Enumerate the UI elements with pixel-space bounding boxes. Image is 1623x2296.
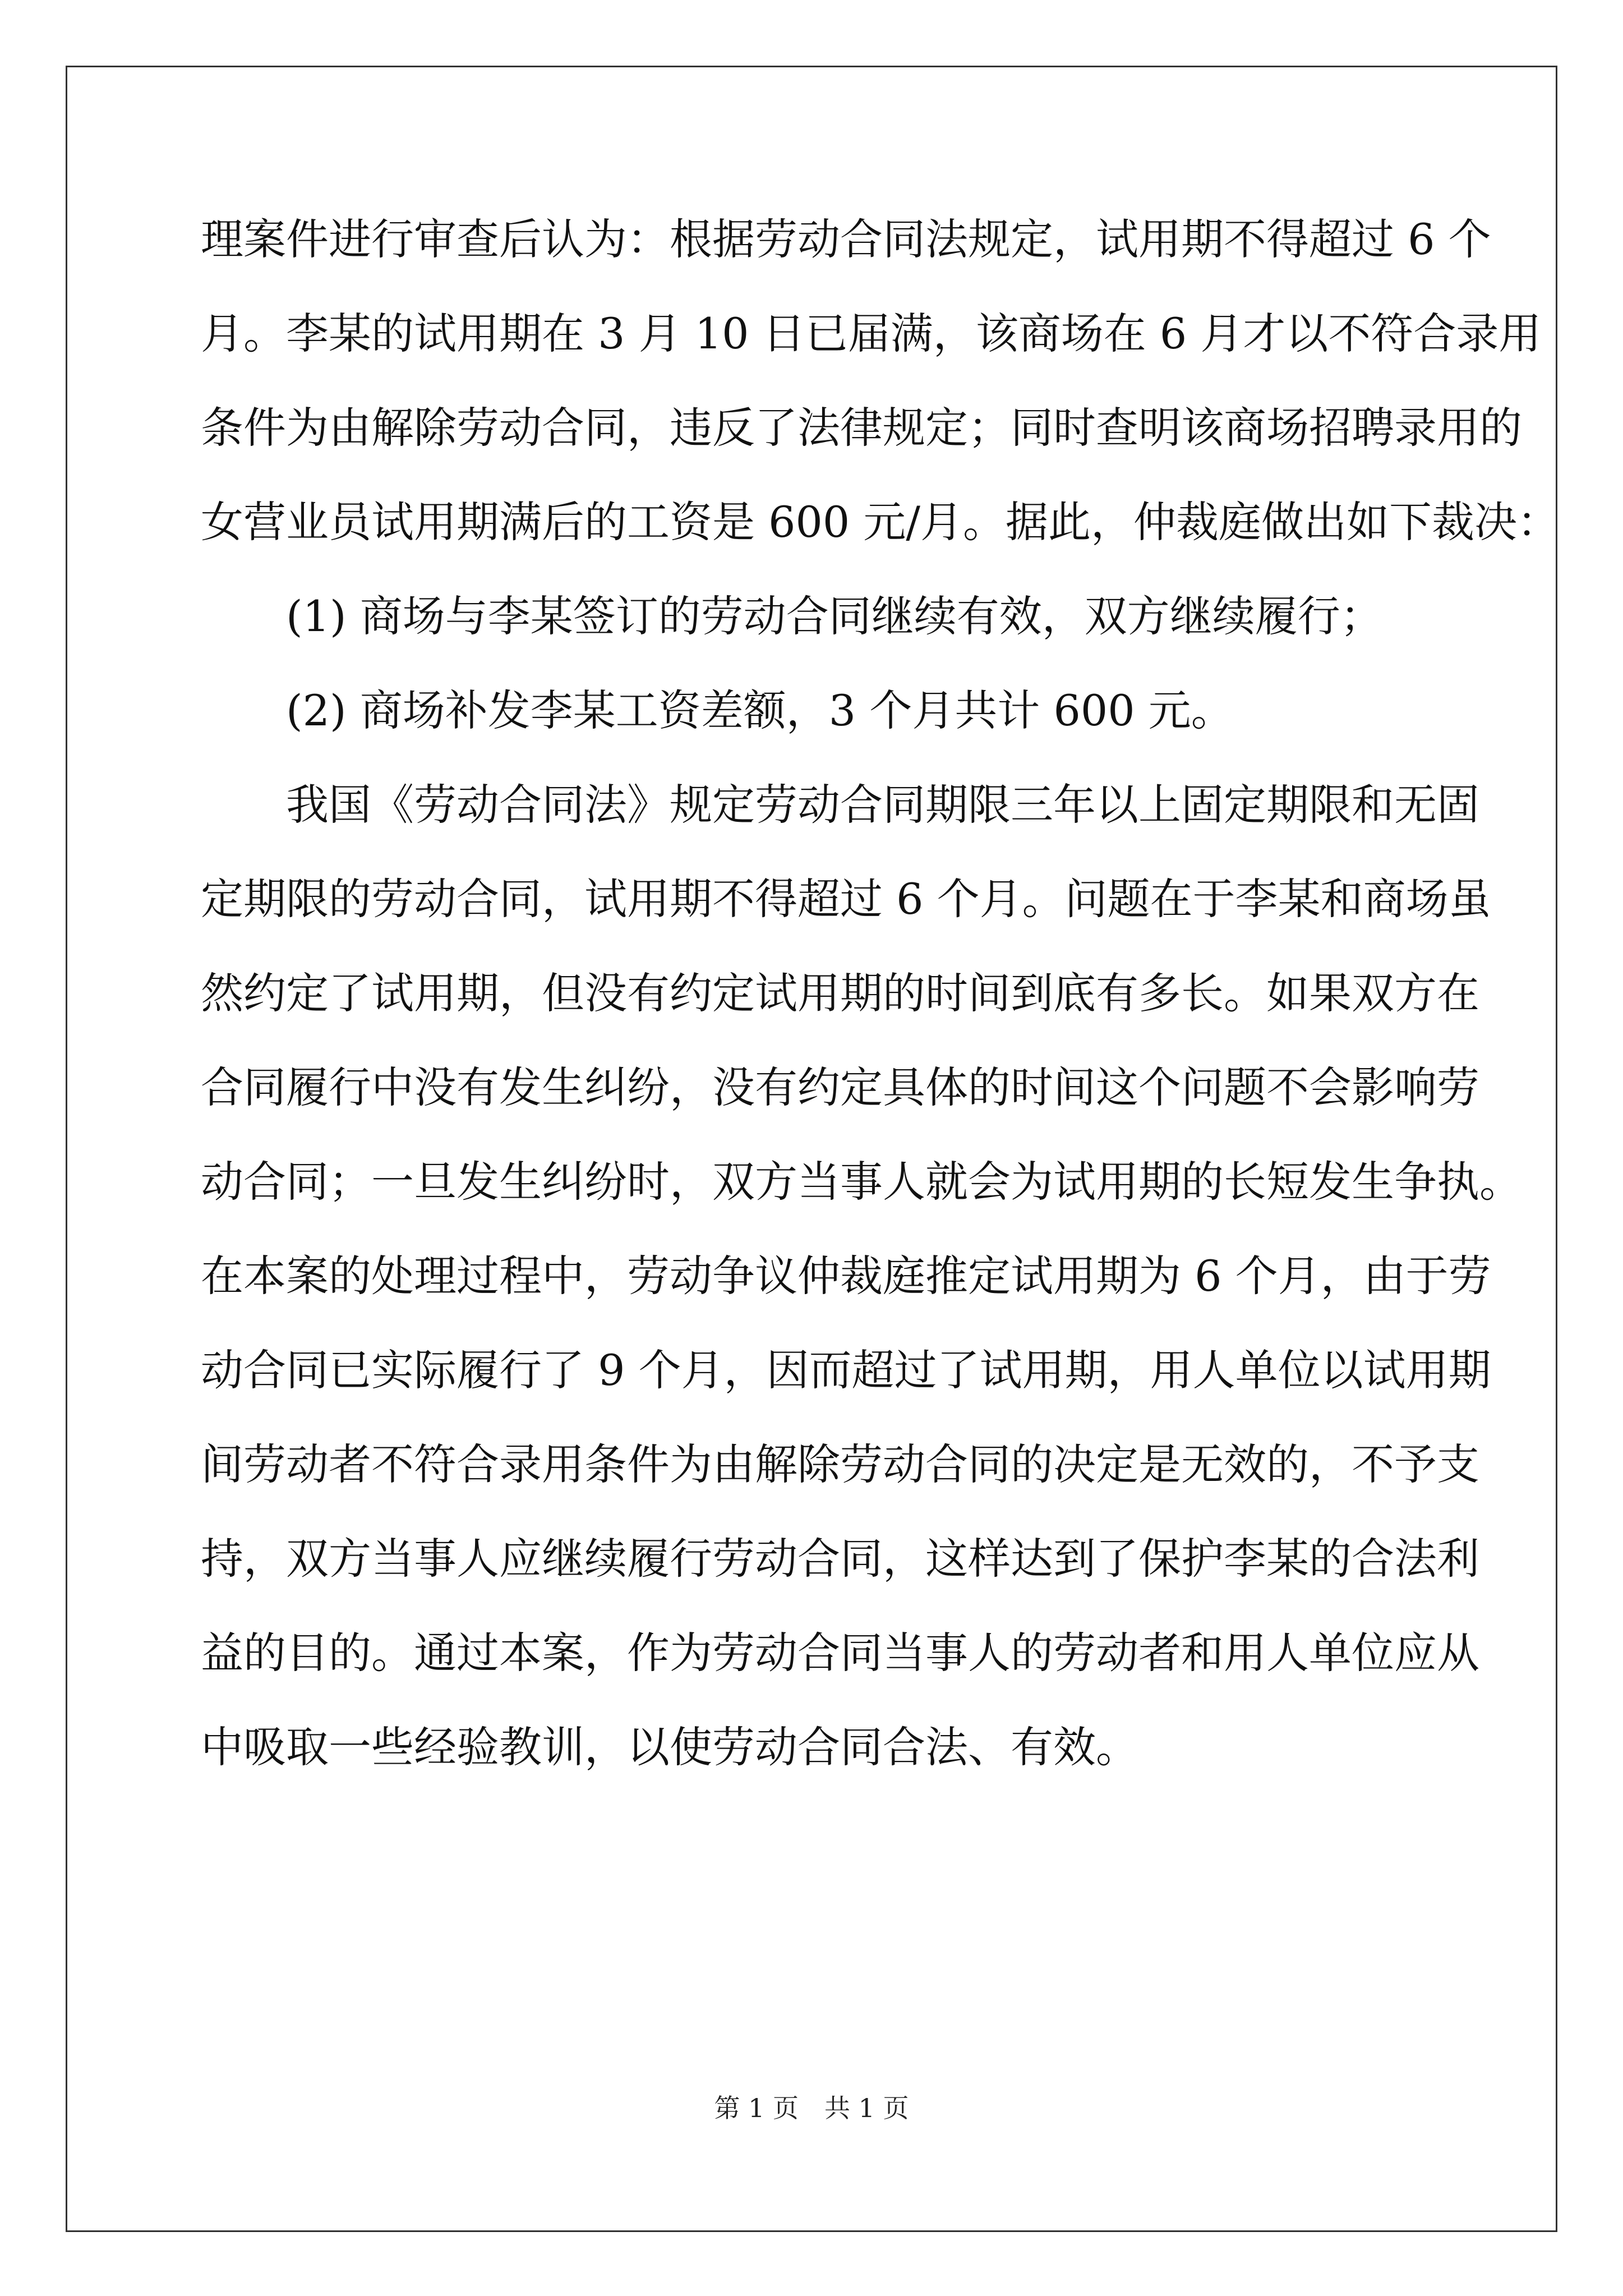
text-line: 月。李某的试用期在 3 月 10 日已届满，该商场在 6 月才以不符合录用 bbox=[201, 309, 1542, 358]
text-line: 中吸取一些经验教训，以使劳动合同合法、有效。 bbox=[201, 1722, 1138, 1772]
page-number: 第 1 页 bbox=[714, 2093, 799, 2123]
text-line: 理案件进行审查后认为：根据劳动合同法规定，试用期不得超过 6 个 bbox=[201, 214, 1491, 264]
page-total: 共 1 页 bbox=[824, 2093, 909, 2123]
text-line: 持，双方当事人应继续履行劳动合同，这样达到了保护李某的合法利 bbox=[201, 1534, 1479, 1584]
page-border bbox=[66, 66, 1557, 2232]
text-line: 动合同；一旦发生纠纷时，双方当事人就会为试用期的长短发生争执。 bbox=[201, 1157, 1522, 1207]
text-line: 动合同已实际履行了 9 个月，因而超过了试用期，用人单位以试用期 bbox=[201, 1345, 1491, 1395]
text-line: 女营业员试用期满后的工资是 600 元/月。据此，仲裁庭做出如下裁决： bbox=[201, 497, 1560, 547]
text-line: 益的目的。通过本案，作为劳动合同当事人的劳动者和用人单位应从 bbox=[201, 1628, 1479, 1678]
text-line: 然约定了试用期，但没有约定试用期的时间到底有多长。如果双方在 bbox=[201, 968, 1479, 1018]
text-line: 条件为由解除劳动合同，违反了法律规定；同时查明该商场招聘录用的 bbox=[201, 403, 1522, 453]
page-footer bbox=[0, 2091, 1623, 2125]
ruling-item: (2) 商场补发李某工资差额，3 个月共计 600 元。 bbox=[286, 685, 1234, 735]
text-line: 间劳动者不符合录用条件为由解除劳动合同的决定是无效的，不予支 bbox=[201, 1439, 1479, 1489]
paragraph-start: 我国《劳动合同法》规定劳动合同期限三年以上固定期限和无固 bbox=[286, 780, 1479, 830]
text-line: 定期限的劳动合同，试用期不得超过 6 个月。问题在于李某和商场虽 bbox=[201, 874, 1491, 924]
text-line: 在本案的处理过程中，劳动争议仲裁庭推定试用期为 6 个月，由于劳 bbox=[201, 1251, 1491, 1301]
text-line: 合同履行中没有发生纠纷，没有约定具体的时间这个问题不会影响劳 bbox=[201, 1062, 1479, 1112]
ruling-item: (1) 商场与李某签订的劳动合同继续有效，双方继续履行； bbox=[286, 591, 1383, 641]
